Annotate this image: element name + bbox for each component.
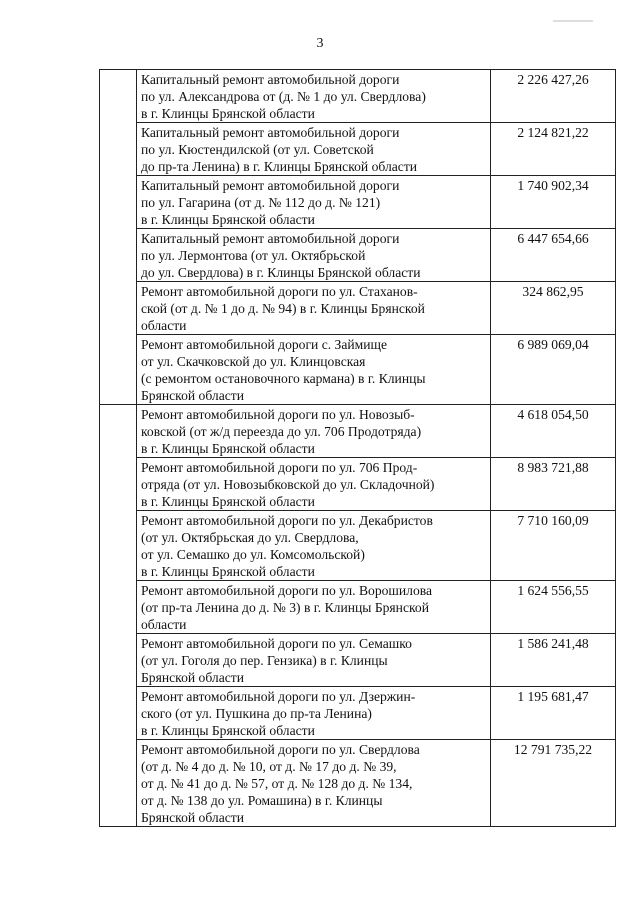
description-cell: Капитальный ремонт автомобильной дороги по ул. Лермонтова (от ул. Октябрьской до ул. Свердлова) в г. Клинцы Брянской области xyxy=(137,229,491,282)
description-cell: Капитальный ремонт автомобильной дороги по ул. Гагарина (от д. № 112 до д. № 121) в г. Клинцы Брянской области xyxy=(137,176,491,229)
group-cell xyxy=(100,405,137,827)
description-cell: Ремонт автомобильной дороги по ул. Семашко (от ул. Гоголя до пер. Гензика) в г. Клинцы Брянской области xyxy=(137,634,491,687)
description-cell: Ремонт автомобильной дороги по ул. Декабристов (от ул. Октябрьская до ул. Свердлова, от ул. Семашко до ул. Комсомольской) в г. Клинцы Брянской области xyxy=(137,511,491,581)
amount-cell: 4 618 054,50 xyxy=(491,405,616,458)
table-row xyxy=(100,687,616,740)
amount-cell: 2 226 427,26 xyxy=(491,70,616,123)
description-cell: Ремонт автомобильной дороги по ул. Дзержин- ского (от ул. Пушкина до пр-та Ленина) в г. Клинцы Брянской области xyxy=(137,687,491,740)
table-row xyxy=(100,458,616,511)
amount-cell: 12 791 735,22 xyxy=(491,740,616,827)
amount-cell: 1 740 902,34 xyxy=(491,176,616,229)
amount-cell: 6 989 069,04 xyxy=(491,335,616,405)
table-row xyxy=(100,405,616,458)
description-cell: Ремонт автомобильной дороги по ул. 706 Прод- отряда (от ул. Новозыбковской до ул. Складочной) в г. Клинцы Брянской области xyxy=(137,458,491,511)
amount-cell: 2 124 821,22 xyxy=(491,123,616,176)
amount-cell: 1 624 556,55 xyxy=(491,581,616,634)
table-row xyxy=(100,123,616,176)
group-cell xyxy=(100,70,137,405)
amount-cell: 1 586 241,48 xyxy=(491,634,616,687)
scan-mark xyxy=(553,20,593,22)
description-cell: Капитальный ремонт автомобильной дороги по ул. Александрова от (д. № 1 до ул. Свердлова) в г. Клинцы Брянской области xyxy=(137,70,491,123)
amount-cell: 8 983 721,88 xyxy=(491,458,616,511)
amount-cell: 1 195 681,47 xyxy=(491,687,616,740)
description-cell: Ремонт автомобильной дороги по ул. Новозыб- ковской (от ж/д переезда до ул. 706 Продотряда) в г. Клинцы Брянской области xyxy=(137,405,491,458)
table-row xyxy=(100,740,616,827)
page-number: 3 xyxy=(316,36,324,51)
description-cell: Ремонт автомобильной дороги по ул. Стаханов- ской (от д. № 1 до д. № 94) в г. Клинцы Брянской области xyxy=(137,282,491,335)
amount-cell: 324 862,95 xyxy=(491,282,616,335)
description-cell: Капитальный ремонт автомобильной дороги по ул. Кюстендилской (от ул. Советской до пр-та Ленина) в г. Клинцы Брянской области xyxy=(137,123,491,176)
description-cell: Ремонт автомобильной дороги по ул. Свердлова (от д. № 4 до д. № 10, от д. № 17 до д. № 39, от д. № 41 до д. № 57, от д. № 128 до д. № 134, от д. № 138 до ул. Ромашина) в г. Клинцы Брянской области xyxy=(137,740,491,827)
table-row xyxy=(100,335,616,405)
table-row xyxy=(100,176,616,229)
table-row xyxy=(100,511,616,581)
table-row xyxy=(100,634,616,687)
works-table xyxy=(99,69,616,827)
amount-cell: 6 447 654,66 xyxy=(491,229,616,282)
description-cell: Ремонт автомобильной дороги с. Займище от ул. Скачковской до ул. Клинцовская (с ремонтом остановочного кармана) в г. Клинцы Брянской области xyxy=(137,335,491,405)
description-cell: Ремонт автомобильной дороги по ул. Ворошилова (от пр-та Ленина до д. № 3) в г. Клинцы Брянской области xyxy=(137,581,491,634)
table-row xyxy=(100,581,616,634)
table-row xyxy=(100,70,616,123)
table-row xyxy=(100,229,616,282)
table-row xyxy=(100,282,616,335)
amount-cell: 7 710 160,09 xyxy=(491,511,616,581)
